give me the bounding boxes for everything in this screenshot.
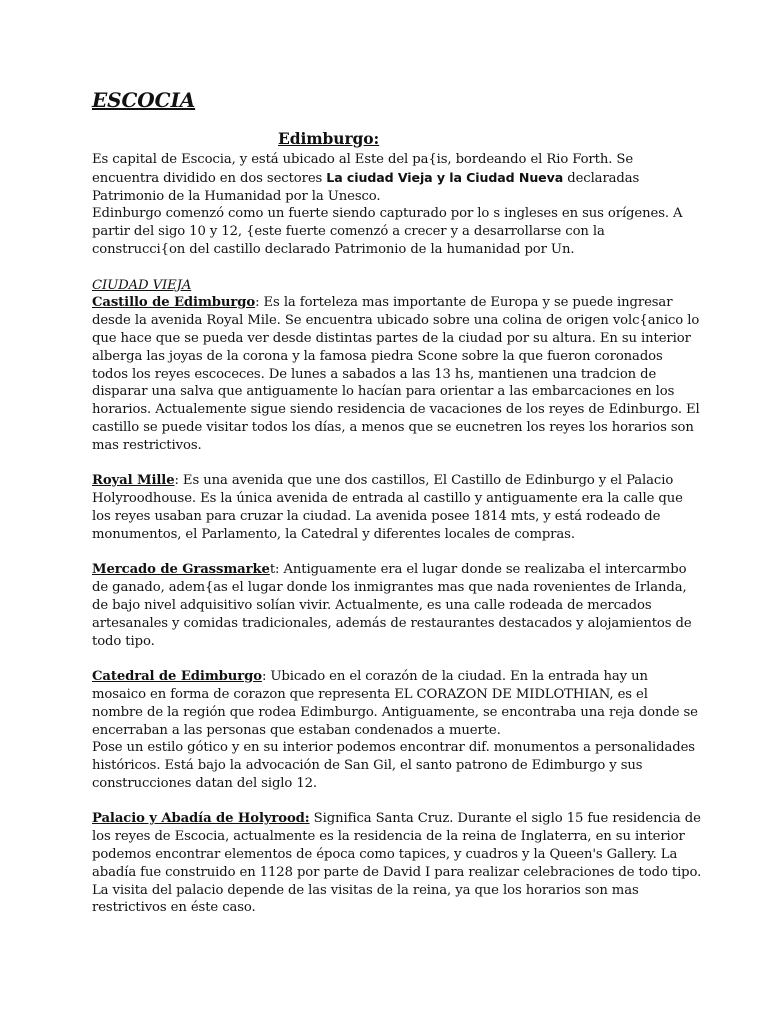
entry-catedral — [92, 668, 702, 739]
entry-heading-catedral: Catedral de Edimburgo — [92, 669, 262, 685]
section-label-old-town — [92, 277, 702, 295]
entry-catedral-continued: Pose un estilo gótico y en su interior podemos encontrar dif. monumentos a personalidades históricos. Está bajo la advocación de San Gil, el santo patrono de Edimburgo y sus construcciones datan del siglo 12. — [92, 740, 695, 791]
entry-heading-mercado: Mercado de Grassmarke — [92, 562, 270, 578]
entry-text-mercado: t: Antiguamente era el lugar donde se realizaba el intercarmbo de ganado, adem{as el lugar donde los inmigrantes mas que nada rovenientes de Irlanda, de bajo nivel adquisitivo solían vivir. Actualmente, es una calle rodeada de mercados artesanales y comidas tradicionales, además de restaurantes destacados y alojamientos de todo tipo. — [92, 562, 692, 649]
entry-palacio — [92, 810, 702, 917]
entry-text-palacio: Significa Santa Cruz. Durante el siglo 15 fue residencia de los reyes de Escocia, actualmente es la residencia de la reina de Inglaterra, en su interior podemos encontrar elementos de época como tapices, y cuadros y la Queen's Gallery. La abadía fue construido en 1128 por parte de David I para realizar celebraciones de todo tipo. La visita del palacio depende de las visitas de la reina, ya que los horarios son mas restrictivos en éste caso. — [92, 811, 702, 916]
intro-paragraph-1 — [92, 151, 702, 205]
spacer — [92, 793, 702, 811]
entry-text-castillo: : Es la forteleza mas importante de Europa y se puede ingresar desde la avenida Royal Mile. Se encuentra ubicado sobre una colina de origen volc{anico lo que hace que se pueda ver desde distintas partes de la ciudad por su altura. En su interior alberga las joyas de la corona y la famosa piedra Scone sobre la que fueron coronados todos los reyes escoceces. De lunes a sabados a las 13 hs, mantienen una tradcion de disparar una salva que antiguamente lo hacían para orientar a las embarcaciones en los horarios. Actualemente sigue siendo residencia de vacaciones de los reyes de Edinburgo. El castillo se puede visitar todos los días, a menos que se eucnetren los reyes los horarios son mas restrictivos. — [92, 295, 700, 453]
intro-bold-sectors: La ciudad Vieja y la Ciudad Nueva — [326, 169, 564, 185]
entry-text-royal-mile: : Es una avenida que une dos castillos, El Castillo de Edinburgo y el Palacio Holyroodhouse. Es la única avenida de entrada al castillo y antiguamente era la calle que los reyes usaban para cruzar la ciudad. La avenida posee 1814 mts, y está rodeado de monumentos, el Parlamento, la Catedral y diferentes locales de compras. — [92, 473, 683, 542]
intro-text-b: declaradas Patrimonio de la Humanidad por la Unesco. — [92, 170, 640, 204]
city-subtitle: Edimburgo: — [278, 129, 380, 148]
spacer — [92, 455, 702, 473]
entry-mercado — [92, 561, 702, 650]
section-label-text: CIUDAD VIEJA — [92, 277, 192, 293]
spacer — [92, 544, 702, 562]
entry-text-catedral-1: : Ubicado en el corazón de la ciudad. En la entrada hay un mosaico en forma de corazon que representa EL CORAZON DE MIDLOTHIAN, es el nombre de la región que rodea Edimburgo. Antiguamente, se encontraba una reja donde se encerraban a las personas que estaban condenados a muerte. — [92, 669, 698, 738]
entry-castillo — [92, 294, 702, 454]
spacer — [92, 650, 702, 668]
intro-text-a: Es capital de Escocia, y está ubicado al Este del pa{is, bordeando el Rio Forth. Se encuentra dividido en dos sectores — [92, 152, 634, 186]
entry-heading-palacio: Palacio y Abadía de Holyrood: — [92, 811, 310, 827]
document-title: ESCOCIA — [92, 88, 196, 112]
entry-royal-mile — [92, 472, 702, 543]
spacer — [92, 259, 702, 277]
entry-heading-royal-mile: Royal Mille — [92, 473, 175, 489]
document-body — [92, 86, 702, 917]
intro-paragraph-2: Edinburgo comenzó como un fuerte siendo capturado por lo s ingleses en sus orígenes. A partir del sigo 10 y 12, {este fuerte comenzó a crecer y a desarrollarse con la construcci{on del castillo declarado Patrimonio de la humanidad por Un. — [92, 206, 683, 257]
entry-heading-castillo: Castillo de Edimburgo — [92, 295, 256, 311]
